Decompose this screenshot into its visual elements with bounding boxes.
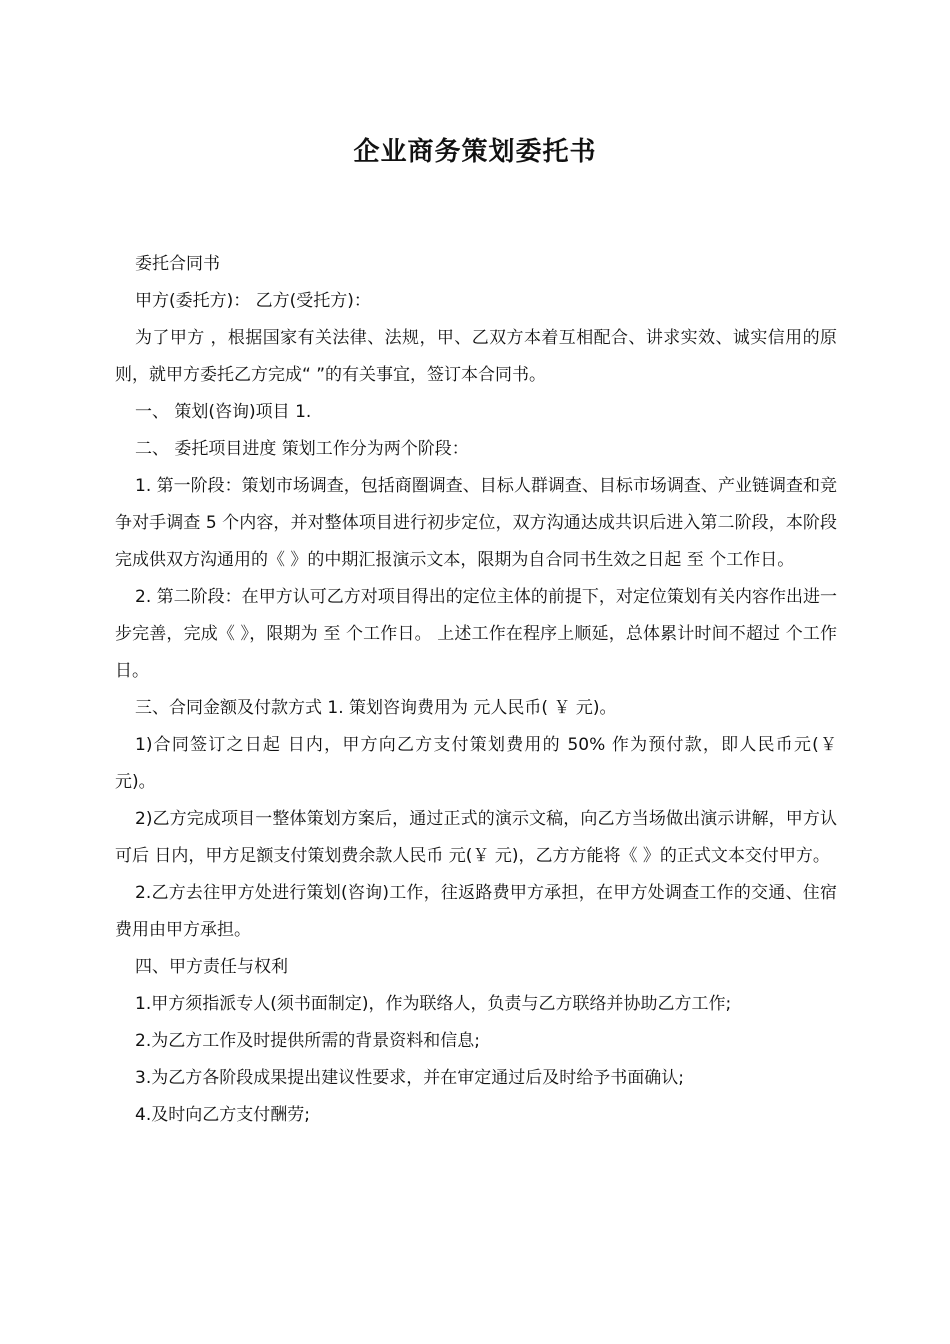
paragraph: 4.及时向乙方支付酬劳; <box>135 1105 310 1125</box>
paragraph: 二、 委托项目进度 策划工作分为两个阶段： <box>135 439 469 459</box>
paragraph: 甲方(委托方)： 乙方(受托方)： <box>135 291 371 311</box>
paragraph: 2)乙方完成项目一整体策划方案后，通过正式的演示文稿，向乙方当场做出演示讲解，甲方认可后 日内，甲方足额支付策划费余款人民币 元(￥ 元)，乙方方能将《 》的正式文本交付甲方。 <box>115 809 837 866</box>
paragraph: 1.甲方须指派专人(须书面制定)，作为联络人，负责与乙方联络并协助乙方工作; <box>135 994 732 1014</box>
paragraph: 1)合同签订之日起 日内，甲方向乙方支付策划费用的 50% 作为预付款，即人民币元(￥ 元)。 <box>115 735 837 792</box>
document-body <box>115 246 837 1134</box>
paragraph: 2.为乙方工作及时提供所需的背景资料和信息; <box>135 1031 480 1051</box>
paragraph: 委托合同书 <box>135 254 220 274</box>
paragraph: 2. 第二阶段：在甲方认可乙方对项目得出的定位主体的前提下，对定位策划有关内容作出进一步完善，完成《 》，限期为 至 个工作日。 上述工作在程序上顺延，总体累计时间不超过 个工作日。 <box>115 587 837 681</box>
paragraph: 三、合同金额及付款方式 1. 策划咨询费用为 元人民币( ￥ 元)。 <box>135 698 617 718</box>
paragraph: 一、 策划(咨询)项目 1. <box>135 402 312 422</box>
paragraph: 3.为乙方各阶段成果提出建议性要求，并在审定通过后及时给予书面确认; <box>135 1068 684 1088</box>
paragraph: 为了甲方 ，根据国家有关法律、法规，甲、乙双方本着互相配合、讲求实效、诚实信用的原则，就甲方委托乙方完成“ ”的有关事宜，签订本合同书。 <box>115 328 837 385</box>
document-title: 企业商务策划委托书 <box>353 137 597 167</box>
paragraph: 1. 第一阶段：策划市场调查，包括商圈调查、目标人群调查、目标市场调查、产业链调查和竞争对手调查 5 个内容，并对整体项目进行初步定位，双方沟通达成共识后进入第二阶段，本阶段完成供双方沟通用的《 》的中期汇报演示文本，限期为自合同书生效之日起 至 个工作日。 <box>115 476 837 570</box>
paragraph: 2.乙方去往甲方处进行策划(咨询)工作，往返路费甲方承担，在甲方处调查工作的交通、住宿费用由甲方承担。 <box>115 883 837 940</box>
paragraph: 四、甲方责任与权利 <box>135 957 288 977</box>
